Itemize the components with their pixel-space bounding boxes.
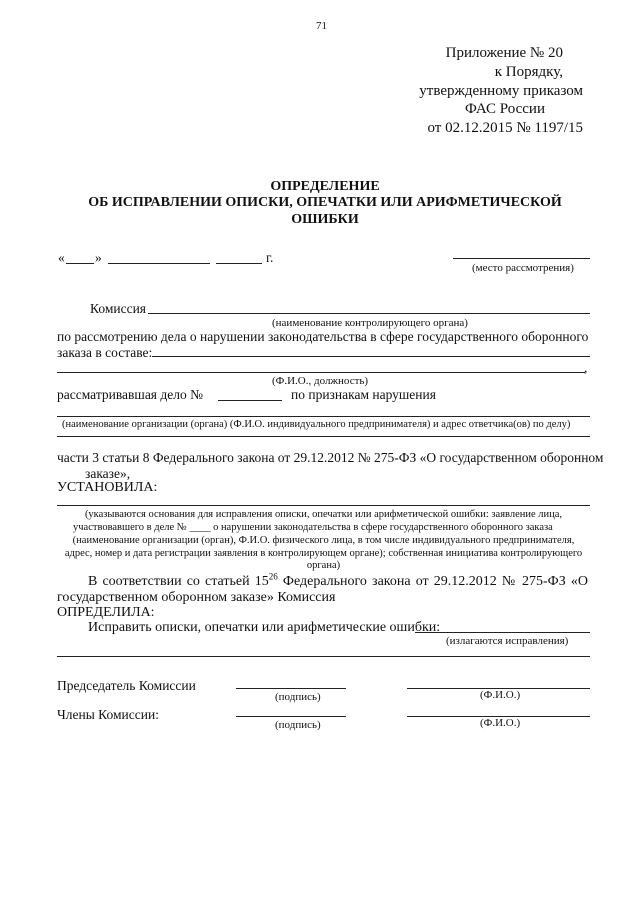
case-number-line [218,400,282,401]
consideration-line-1: по рассмотрению дела о нарушении законодательства в сфере государственного оборонного [57,329,589,344]
members-field-line [57,372,585,373]
determined-label: ОПРЕДЕЛИЛА: [57,605,155,620]
established-hint-1: (указываются основания для исправления описки, опечатки или арифметической ошибки: заявление лица, [84,509,563,520]
chair-name-hint: (Ф.И.О.) [480,689,521,701]
fix-text: Исправить описки, опечатки или арифметические ошибки: [88,620,441,635]
law-ref-line-2: заказе», [85,466,131,481]
chair-signature-hint: (подпись) [275,691,321,703]
case-subject-text: о нарушении законодательства в сфере государственного оборонного заказа [213,522,553,533]
title-line-3: ОШИБКИ [291,212,359,227]
page-number: 71 [316,20,327,32]
violation-label: по признакам нарушения [291,387,436,402]
chair-label: Председатель Комиссии [57,678,196,693]
established-hint-4: адрес, номер и дата регистрации заявления в контролирующем органе); собственная инициатива контролирующего [64,548,583,559]
members-comma: , [584,360,588,375]
accordance-text-1: В соответствии со статьей 15 [88,574,269,589]
commission-label: Комиссия [90,301,147,316]
case-label: рассматривавшая дело № [57,387,203,402]
accordance-line-1 [88,571,589,589]
respondent-field-line [57,416,590,417]
chair-signature-line [236,688,346,689]
established-hint-2 [73,523,553,534]
appendix-line-5: от 02.12.2015 № 1197/15 [427,120,583,136]
established-field-line [57,505,590,506]
established-hint-5: органа) [306,560,341,571]
title-line-1: ОПРЕДЕЛЕНИЕ [270,179,380,194]
year-field-line [216,263,262,264]
fix-hint: (излагаются исправления) [446,635,569,647]
respondent-field-line-2 [57,436,590,437]
commission-hint: (наименование контролирующего органа) [272,317,468,329]
appendix-line-2: к Порядку, [494,64,563,80]
day-field-line [66,263,94,264]
respondent-hint: (наименование организации (органа) (Ф.И.О. индивидуального предпринимателя) и адрес ответчика(ов) по делу) [62,419,571,430]
year-suffix: г. [266,250,274,265]
established-label: УСТАНОВИЛА: [57,480,158,495]
members-hint: (Ф.И.О., должность) [272,375,369,387]
commission-field-line [148,313,590,314]
consideration-line-2: заказа в составе: [57,345,153,360]
fix-field-line-2 [57,656,590,657]
law-ref-line-1: части 3 статьи 8 Федерального закона от 29.12.2012 № 275-ФЗ «О государственном оборонном [57,450,604,465]
article-superscript: 26 [268,571,278,582]
member-name-hint: (Ф.И.О.) [480,717,521,729]
title-line-2: ОБ ИСПРАВЛЕНИИ ОПИСКИ, ОПЕЧАТКИ ИЛИ АРИФМЕТИЧЕСКОЙ [88,195,562,210]
composition-field-line [152,356,590,357]
accordance-text-2: Федерального закона от 29.12.2012 № 275-ФЗ «О [282,574,589,589]
members-label: Члены Комиссии: [57,707,159,722]
month-field-line [108,263,210,264]
case-number-blank: ____ [189,522,211,533]
accordance-line-2: государственном оборонном заказе» Комиссия [57,590,336,605]
member-signature-hint: (подпись) [275,719,321,731]
fix-field-line [415,632,590,633]
place-hint: (место рассмотрения) [472,262,574,274]
appendix-line-3: утвержденному приказом [419,83,583,99]
place-field-line [453,258,590,259]
appendix-line-4: ФАС России [465,101,545,117]
member-signature-line [236,716,346,717]
open-quote: « [58,250,65,265]
close-quote: » [95,250,102,265]
appendix-line-1: Приложение № 20 [445,45,563,61]
case-participant-text: участвовавшего в деле № [73,522,187,533]
established-hint-3: (наименование организации (орган), Ф.И.О. физического лица, в том числе индивидуального предпринимателя, [72,535,575,546]
